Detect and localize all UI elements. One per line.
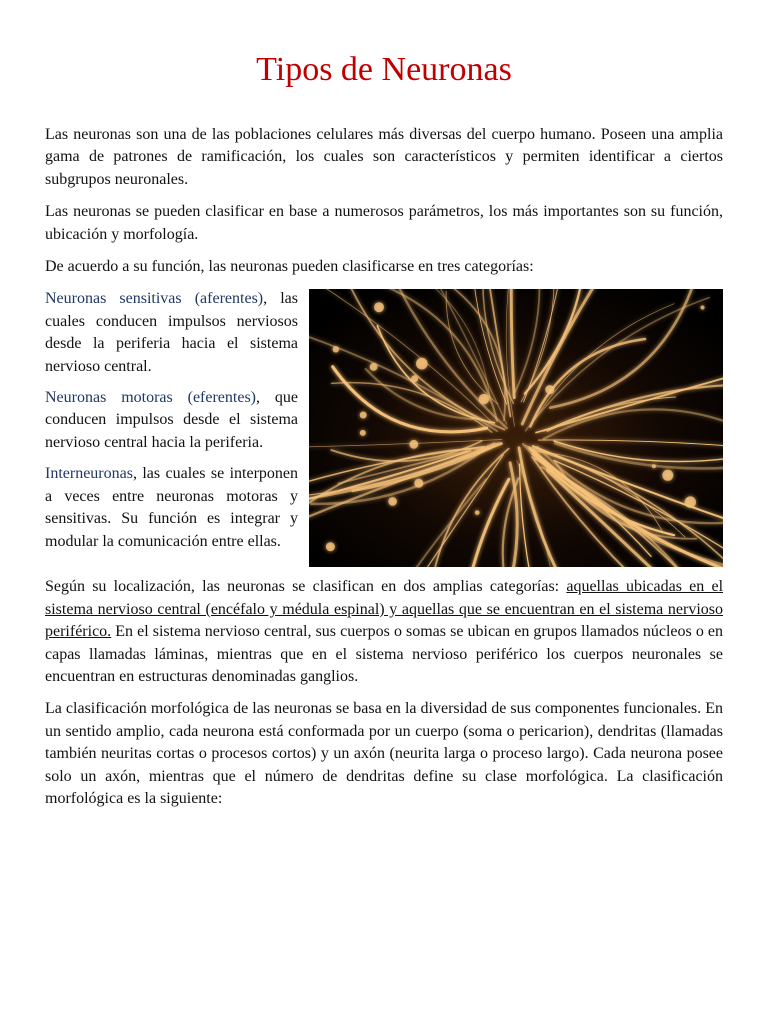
neuron-soma (374, 303, 384, 313)
neuron-soma (414, 479, 423, 488)
category-term: Neuronas motoras (eferentes) (45, 389, 257, 407)
category-desc: , que conducen impulsos desde el sistema nervioso central hacia la periferia. (45, 389, 298, 451)
category-desc: , las cuales se interponen a veces entre neuronas motoras y sensitivas. Su función es integrar y modular la comunicación entre ellas. (45, 465, 298, 550)
neuron-soma (360, 412, 367, 419)
neuron-soma (388, 498, 397, 507)
location-rest: En el sistema nervioso central, sus cuerpos o somas se ubican en grupos llamados núcleos o en capas llamadas láminas, mientras que en el sistema nervioso periférico los cuerpos neuronales se encuentran en estructuras denominadas ganglios. (45, 623, 723, 686)
neuron-soma (545, 386, 554, 395)
function-paragraph: De acuerdo a su función, las neuronas pueden clasificarse en tres categorías: (45, 258, 534, 276)
classification-paragraph: Las neuronas se pueden clasificar en base a numerosos parámetros, los más importantes son su función, ubicación y morfología. (45, 203, 723, 243)
category-term: Interneuronas (45, 465, 133, 483)
neuron-soma (409, 440, 418, 449)
category-motor (45, 387, 298, 454)
neuron-soma (370, 363, 378, 371)
page-title: Tipos de Neuronas (256, 51, 512, 88)
neuron-soma (475, 511, 480, 516)
category-desc: , las cuales conducen impulsos nerviosos desde la periferia hacia el sistema nervioso central. (45, 290, 298, 375)
category-sensitive (45, 288, 298, 378)
neuron-soma (479, 394, 489, 404)
category-interneurons (45, 463, 298, 553)
neuron-soma (333, 347, 339, 353)
neuron-soma (411, 376, 418, 383)
category-term: Neuronas sensitivas (aferentes) (45, 290, 264, 308)
neurons-image (309, 289, 723, 567)
intro-paragraph: Las neuronas son una de las poblaciones celulares más diversas del cuerpo humano. Poseen una amplia gama de patrones de ramificación, los cuales son característicos y permiten identificar a ciertos subgrupos neuronales. (45, 126, 723, 188)
categories-list (45, 288, 298, 552)
categories-section (45, 288, 723, 567)
neuron-soma (652, 465, 656, 469)
neuron-soma (326, 543, 335, 552)
neuron-soma (700, 306, 704, 310)
neuron-soma (685, 497, 696, 508)
neuron-soma (360, 430, 366, 436)
location-underlined: aquellas ubicadas en el sistema nervioso central (encéfalo y médula espinal) y aquellas que se encuentran en el sistema nervioso periférico. (45, 578, 724, 641)
neuron-soma (662, 470, 673, 481)
neuron-soma (416, 358, 428, 370)
location-intro: Según su localización, las neuronas se clasifican en dos amplias categorías: (45, 578, 567, 596)
morphology-paragraph: La clasificación morfológica de las neuronas se basa en la diversidad de sus componentes funcionales. En un sentido amplio, cada neurona está conformada por un cuerpo (soma o pericarion), dendritas (llamadas también neuritas cortas o procesos cortos) y un axón (neurita larga o proceso largo). Cada neurona posee solo un axón, mientras que el número de dendritas define su clase morfológica. La clasificación morfológica es la siguiente: (45, 700, 723, 808)
location-paragraph (45, 576, 723, 688)
neurons-illustration (309, 289, 723, 567)
